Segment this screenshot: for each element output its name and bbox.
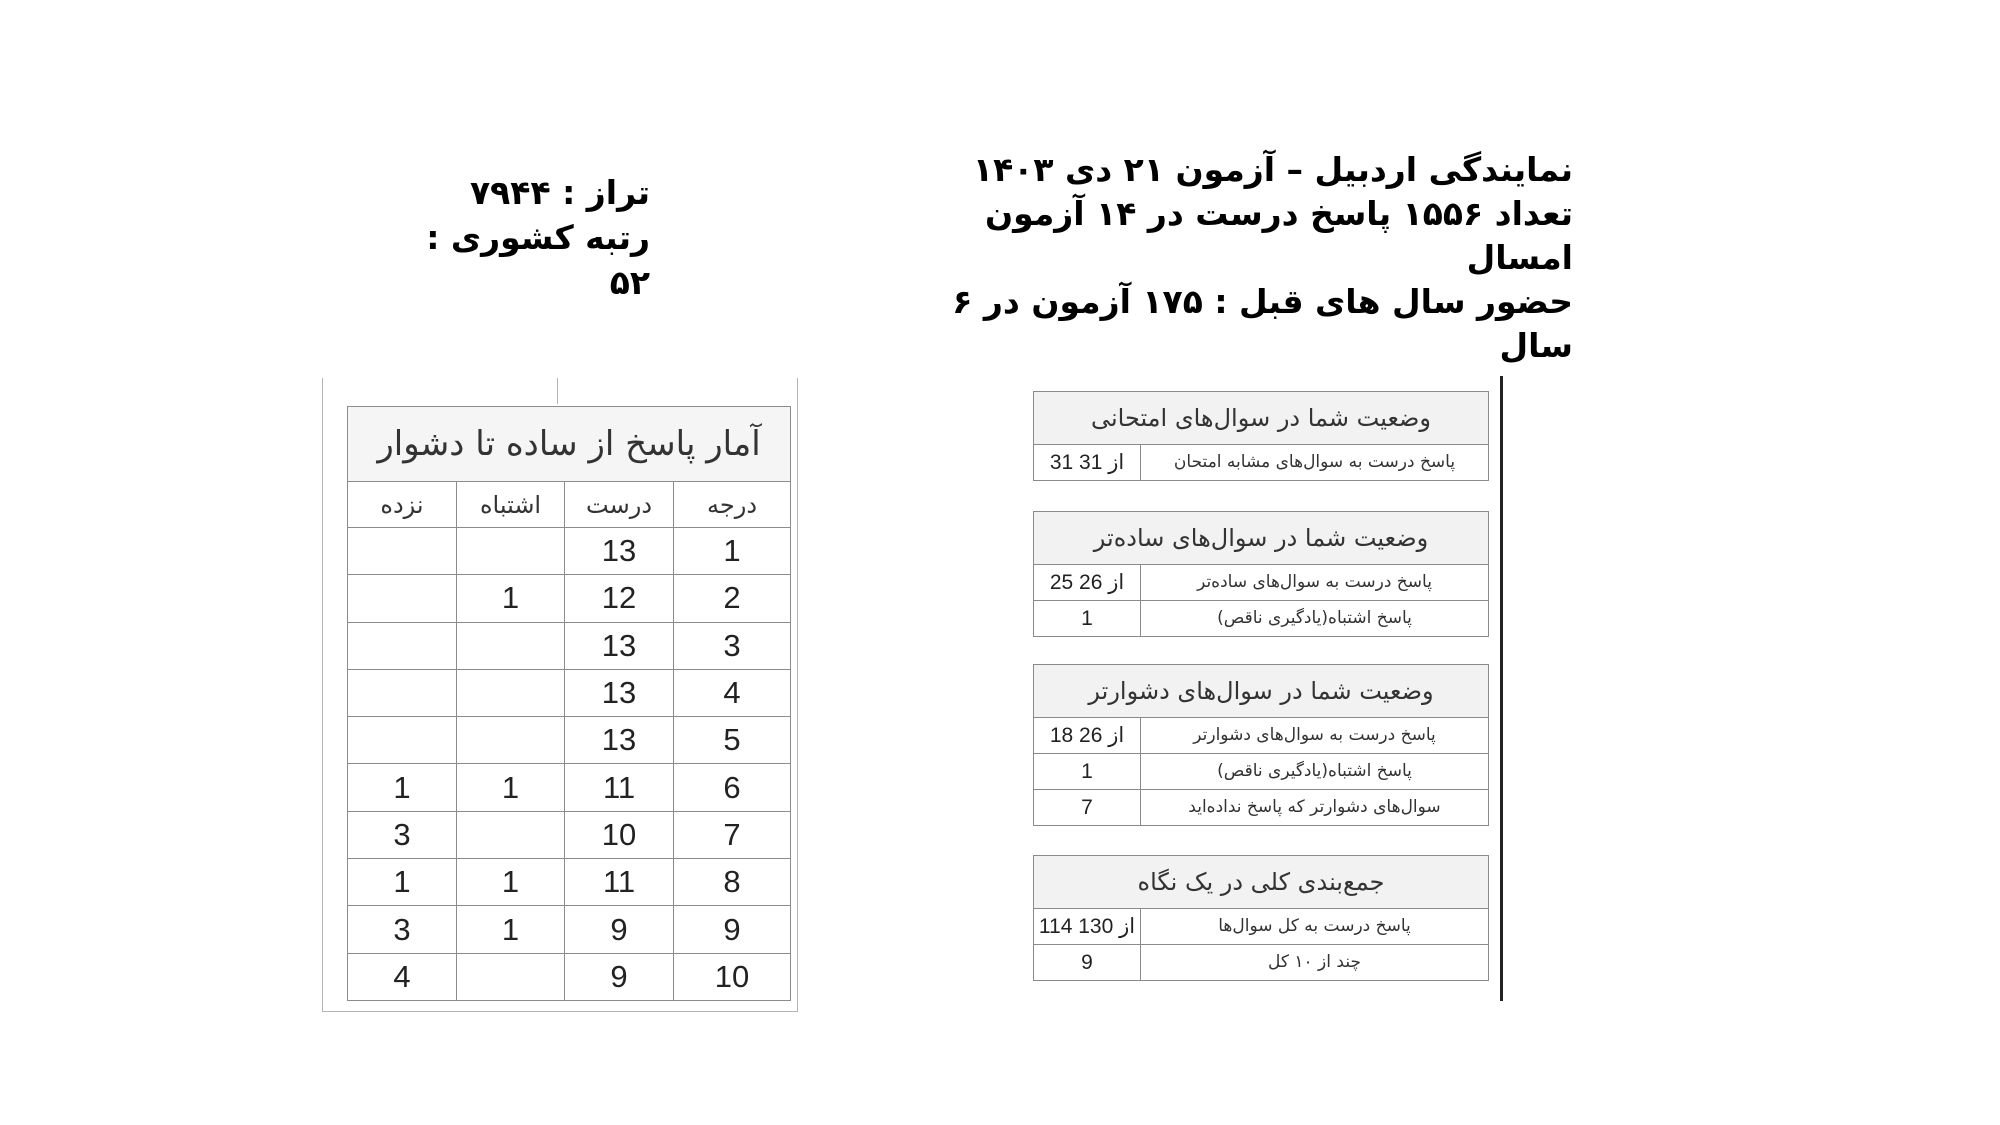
summary-row-value: 1 <box>1081 607 1093 630</box>
difficulty-stats-panel <box>322 378 802 1012</box>
cell-wrong: 1 <box>457 906 565 953</box>
cell-correct: 11 <box>565 764 674 811</box>
cell-unanswered: 3 <box>348 906 457 953</box>
summary-row <box>1034 753 1488 789</box>
section-exam-questions <box>1033 391 1489 481</box>
summary-row <box>1034 789 1488 825</box>
cell-wrong <box>457 622 565 669</box>
summary-row-label: سوال‌های دشوارتر که پاسخ نداده‌اید <box>1140 790 1488 825</box>
difficulty-table <box>347 406 791 1001</box>
summary-row-value: 31 از 31 <box>1049 451 1125 474</box>
summary-row-label: پاسخ درست به سوال‌های دشوارتر <box>1140 718 1488 753</box>
cell-unanswered <box>348 622 457 669</box>
cell-level: 8 <box>674 859 791 906</box>
table-row <box>348 811 791 858</box>
cell-level: 2 <box>674 575 791 622</box>
summary-row-label: پاسخ درست به سوال‌های مشابه امتحان <box>1140 445 1488 480</box>
section-title: وضعیت شما در سوال‌های ساده‌تر <box>1034 512 1488 565</box>
cell-wrong: 1 <box>457 764 565 811</box>
cell-unanswered: 4 <box>348 953 457 1000</box>
table-row <box>348 622 791 669</box>
exam-info-line: نمایندگی اردبیل – آزمون ۲۱ دی ۱۴۰۳ <box>972 150 1573 189</box>
cell-level: 5 <box>674 717 791 764</box>
cell-level: 10 <box>674 953 791 1000</box>
summary-row <box>1034 718 1488 753</box>
section-harder-questions <box>1033 664 1489 826</box>
cell-correct: 13 <box>565 622 674 669</box>
exam-info-line: تعداد ۱۵۵۶ پاسخ درست در ۱۴ آزمون امسال <box>984 194 1573 277</box>
cell-unanswered <box>348 669 457 716</box>
frame-line <box>322 1011 798 1012</box>
score-header <box>400 170 650 305</box>
cell-level: 9 <box>674 906 791 953</box>
cell-unanswered: 1 <box>348 859 457 906</box>
summary-row <box>1034 445 1488 480</box>
cell-level: 6 <box>674 764 791 811</box>
summary-row <box>1034 565 1488 600</box>
cell-level: 3 <box>674 622 791 669</box>
summary-row <box>1034 909 1488 944</box>
summary-row-value: 18 از 26 <box>1049 724 1125 747</box>
cell-unanswered: 1 <box>348 764 457 811</box>
exam-info-header <box>943 148 1573 368</box>
table-title: آمار پاسخ از ساده تا دشوار <box>348 407 791 482</box>
panel-divider <box>1500 376 1503 1001</box>
cell-unanswered <box>348 717 457 764</box>
cell-correct: 13 <box>565 669 674 716</box>
frame-line <box>322 378 323 1012</box>
summary-row-value: 114 از 130 <box>1038 915 1136 938</box>
cell-correct: 9 <box>565 953 674 1000</box>
summary-row-value: 1 <box>1081 760 1093 783</box>
cell-level: 7 <box>674 811 791 858</box>
cell-wrong <box>457 811 565 858</box>
frame-line <box>557 378 558 404</box>
cell-wrong <box>457 528 565 575</box>
cell-correct: 9 <box>565 906 674 953</box>
section-overall-summary <box>1033 855 1489 981</box>
column-header-correct: درست <box>565 482 674 528</box>
summary-row-label: پاسخ اشتباه(یادگیری ناقص) <box>1140 601 1488 636</box>
summary-row <box>1034 600 1488 636</box>
cell-level: 4 <box>674 669 791 716</box>
cell-correct: 10 <box>565 811 674 858</box>
table-row <box>348 859 791 906</box>
frame-line <box>797 378 798 1012</box>
section-title: جمع‌بندی کلی در یک نگاه <box>1034 856 1488 909</box>
summary-row-value: 7 <box>1081 796 1093 819</box>
summary-row-label: چند از ۱۰ کل <box>1140 945 1488 980</box>
summary-row-label: پاسخ اشتباه(یادگیری ناقص) <box>1140 754 1488 789</box>
cell-unanswered <box>348 528 457 575</box>
table-row <box>348 528 791 575</box>
summary-row-value: 9 <box>1081 951 1093 974</box>
cell-level: 1 <box>674 528 791 575</box>
cell-wrong: 1 <box>457 575 565 622</box>
exam-info-line: حضور سال های قبل : ۱۷۵ آزمون در ۶ سال <box>952 282 1573 365</box>
taraz-score: تراز : ۷۹۴۴ <box>470 173 650 212</box>
summary-row <box>1034 944 1488 980</box>
table-row <box>348 669 791 716</box>
cell-correct: 11 <box>565 859 674 906</box>
section-title: وضعیت شما در سوال‌های امتحانی <box>1034 392 1488 445</box>
national-rank: رتبه کشوری : ۵۲ <box>426 218 650 302</box>
cell-wrong <box>457 717 565 764</box>
column-header-unanswered: نزده <box>348 482 457 528</box>
cell-wrong <box>457 953 565 1000</box>
summary-panel <box>1033 375 1503 1001</box>
cell-unanswered: 3 <box>348 811 457 858</box>
cell-unanswered <box>348 575 457 622</box>
table-row <box>348 764 791 811</box>
cell-correct: 12 <box>565 575 674 622</box>
table-row <box>348 906 791 953</box>
cell-wrong: 1 <box>457 859 565 906</box>
table-row <box>348 953 791 1000</box>
table-row <box>348 717 791 764</box>
column-header-wrong: اشتباه <box>457 482 565 528</box>
section-easier-questions <box>1033 511 1489 637</box>
cell-correct: 13 <box>565 717 674 764</box>
cell-wrong <box>457 669 565 716</box>
summary-row-value: 25 از 26 <box>1049 571 1125 594</box>
summary-row-label: پاسخ درست به سوال‌های ساده‌تر <box>1140 565 1488 600</box>
cell-correct: 13 <box>565 528 674 575</box>
section-title: وضعیت شما در سوال‌های دشوارتر <box>1034 665 1488 718</box>
table-row <box>348 575 791 622</box>
summary-row-label: پاسخ درست به کل سوال‌ها <box>1140 909 1488 944</box>
column-header-level: درجه <box>674 482 791 528</box>
